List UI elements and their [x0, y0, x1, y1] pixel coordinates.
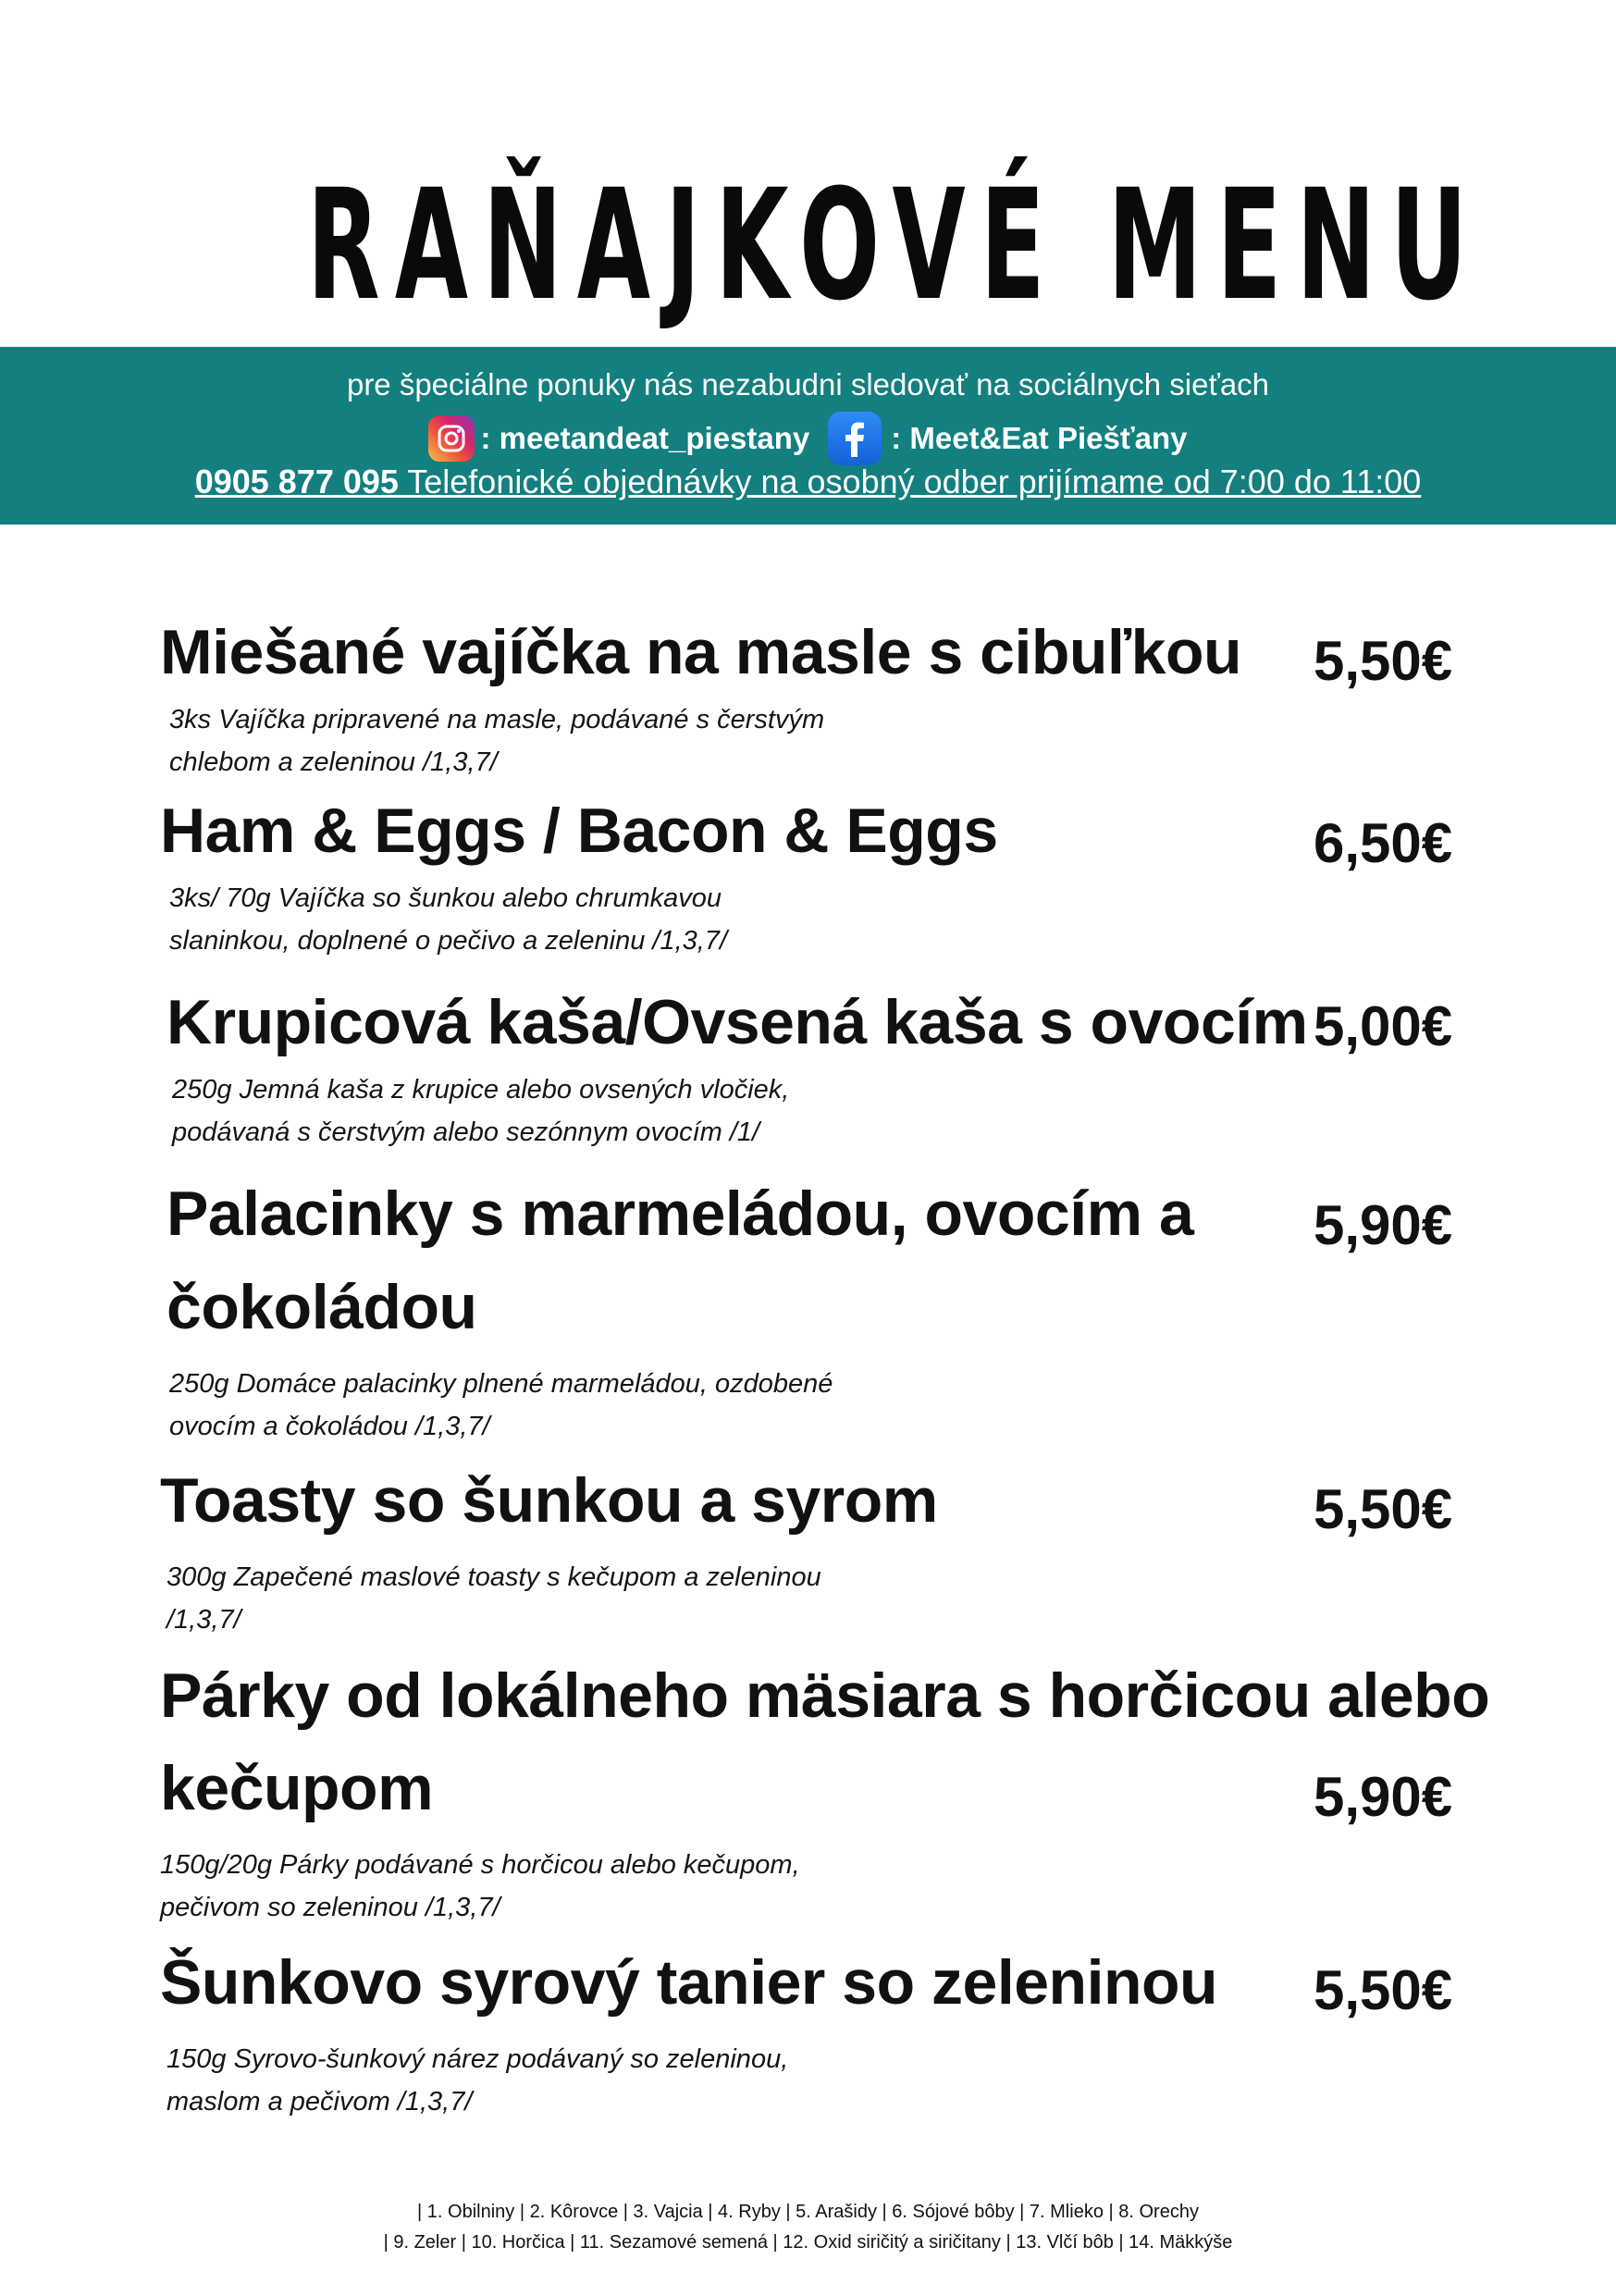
description-line: ovocím a čokoládou /1,3,7/: [169, 1412, 490, 1441]
allergen-line: | 9. Zeler | 10. Horčica | 11. Sezamové semená | 12. Oxid siričitý a siričitany | 13. Vlčí bôb | 14. Mäkkýše: [383, 2232, 1233, 2253]
menu-item-description: [169, 877, 1002, 962]
description-line: pečivom so zeleninou /1,3,7/: [160, 1893, 500, 1922]
menu-item-name-continued: čokoládou: [167, 1272, 477, 1342]
description-line: 300g Zapečené maslové toasty s kečupom a zeleninou: [167, 1562, 821, 1592]
menu-item-description: [167, 2038, 999, 2123]
menu-item-price: 5,50€: [1314, 1959, 1453, 2021]
menu-item-price: 5,00€: [1314, 995, 1453, 1057]
instagram-handle[interactable]: : meetandeat_piestany: [480, 421, 810, 455]
facebook-page[interactable]: : Meet&Eat Piešťany: [891, 421, 1188, 455]
description-line: chlebom a zeleninou /1,3,7/: [169, 747, 498, 777]
menu-item-description: [172, 1068, 1005, 1154]
page-title: RAŇAJKOVÉ MENU: [306, 156, 1483, 334]
menu-item-name: Toasty so šunkou a syrom: [160, 1465, 938, 1536]
menu-item-name: Ham & Eggs / Bacon & Eggs: [160, 796, 998, 866]
social-invite-text: pre špeciálne ponuky nás nezabudni sledovať na sociálnych sieťach: [346, 367, 1270, 401]
allergen-legend: [0, 2197, 1616, 2258]
menu-item-description: [169, 698, 1002, 784]
description-line: 150g/20g Párky podávané s horčicou alebo kečupom,: [160, 1850, 800, 1880]
menu-item-price: 6,50€: [1314, 812, 1453, 874]
description-line: 250g Domáce palacinky plnené marmeládou, ozdobené: [169, 1369, 833, 1399]
social-links: [0, 412, 1616, 465]
facebook-icon[interactable]: [828, 412, 882, 465]
description-line: slaninkou, doplnené o pečivo a zeleninu /1,3,7/: [169, 926, 727, 956]
menu-item-name: Miešané vajíčka na masle s cibuľkou: [160, 617, 1242, 687]
description-line: /1,3,7/: [167, 1605, 241, 1635]
description-line: 3ks Vajíčka pripravené na masle, podávané s čerstvým: [169, 705, 825, 734]
instagram-icon[interactable]: [428, 415, 475, 462]
menu-item-description: [167, 1556, 999, 1641]
menu-item-price: 5,90€: [1314, 1194, 1453, 1256]
menu-item-description: [160, 1844, 993, 1929]
description-line: 150g Syrovo-šunkový nárez podávaný so zeleninou,: [167, 2044, 789, 2074]
description-line: 250g Jemná kaša z krupice alebo ovsených vločiek,: [172, 1075, 790, 1105]
allergen-line: | 1. Obilniny | 2. Kôrovce | 3. Vajcia | 4. Ryby | 5. Arašidy | 6. Sójové bôby | 7. Mlieko | 8. Orechy: [417, 2202, 1199, 2222]
menu-item-name: Šunkovo syrový tanier so zeleninou: [160, 1947, 1218, 2018]
menu-item-description: [169, 1363, 1002, 1448]
description-line: maslom a pečivom /1,3,7/: [167, 2087, 473, 2117]
phone-number[interactable]: 0905 877 095: [194, 463, 399, 500]
menu-item-name: Párky od lokálneho mäsiara s horčicou alebo: [160, 1660, 1490, 1731]
menu-item-name: Palacinky s marmeládou, ovocím a: [167, 1179, 1194, 1249]
info-banner: [0, 347, 1616, 525]
menu-item-price: 5,50€: [1314, 1478, 1453, 1540]
description-line: podávaná s čerstvým alebo sezónnym ovocím /1/: [172, 1117, 760, 1147]
menu-item-name: Krupicová kaša/Ovsená kaša s ovocím: [167, 987, 1308, 1057]
description-line: 3ks/ 70g Vajíčka so šunkou alebo chrumkavou: [169, 883, 722, 913]
menu-item-price: 5,90€: [1314, 1766, 1453, 1828]
phone-order-line: [0, 461, 1616, 503]
order-hours-text: Telefonické objednávky na osobný odber prijímame od 7:00 do 11:00: [398, 463, 1422, 500]
menu-item-name-continued: kečupom: [160, 1753, 434, 1823]
menu-item-price: 5,50€: [1314, 630, 1453, 692]
